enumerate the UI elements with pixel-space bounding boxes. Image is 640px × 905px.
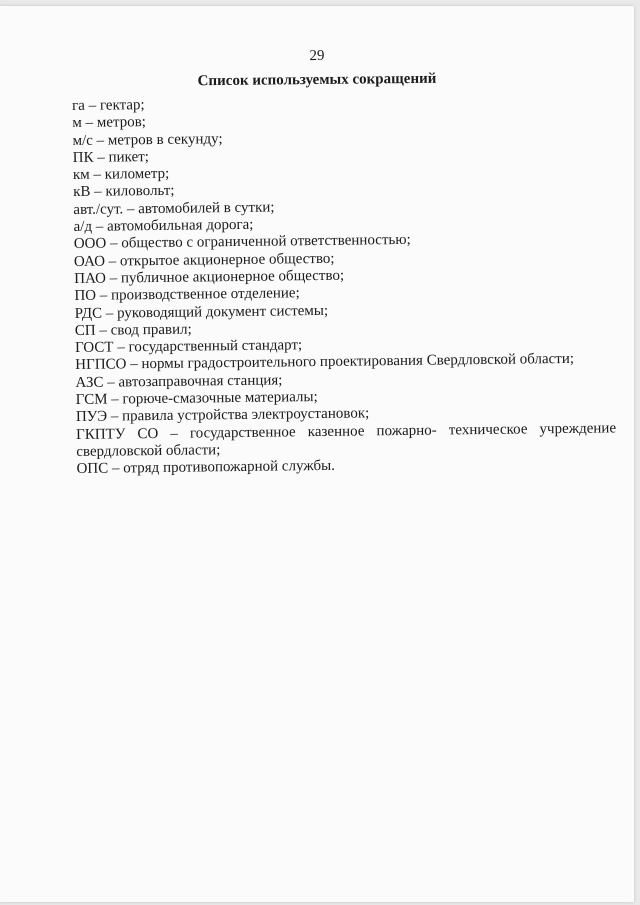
abbreviation-item: ГКПТУ СО – государственное казенное пожарно- техническое учреждение свердловской области; [76, 420, 617, 460]
abbreviation-item: ОАО – открытое акционерное общество; [73, 250, 335, 270]
abbreviation-item: а/д – автомобильная дорога; [73, 216, 254, 236]
page-title: Список используемых сокращений [197, 70, 437, 90]
abbreviation-item: ГСМ – горюче-смазочные материалы; [75, 389, 318, 409]
abbreviation-item: ПАО – публичное акционерное общество; [74, 267, 345, 287]
abbreviation-list [72, 91, 617, 478]
abbreviation-item: ООО – общество с ограниченной ответственностью; [73, 232, 411, 253]
abbreviation-item: ПО – производственное отделение; [74, 285, 300, 305]
abbreviation-item: км – километр; [72, 166, 170, 184]
abbreviation-item: ГОСТ – государственный стандарт; [74, 337, 303, 357]
abbreviation-item: кВ – киловольт; [73, 183, 175, 201]
abbreviation-item: га – гектар; [72, 97, 145, 114]
document-page [0, 6, 634, 902]
abbreviation-item: ПУЭ – правила устройства электроустановок; [75, 405, 370, 426]
abbreviation-item: СП – свод правил; [74, 321, 192, 339]
abbreviation-item: АЗС – автозаправочная станция; [75, 372, 283, 391]
abbreviation-item: м/с – метров в секунду; [72, 130, 223, 149]
abbreviation-item: РДС – руководящий документ системы; [74, 302, 329, 322]
page-number: 29 [309, 47, 325, 65]
abbreviation-item: ПК – пикет; [72, 148, 150, 166]
abbreviation-item: ОПС – отряд противопожарной службы. [76, 458, 336, 478]
abbreviation-item: м – метров; [72, 114, 147, 132]
abbreviation-item: НГПСО – нормы градостроительного проектирования Свердловской области; [75, 351, 575, 374]
abbreviation-item: авт./сут. – автомобилей в сутки; [73, 199, 275, 218]
